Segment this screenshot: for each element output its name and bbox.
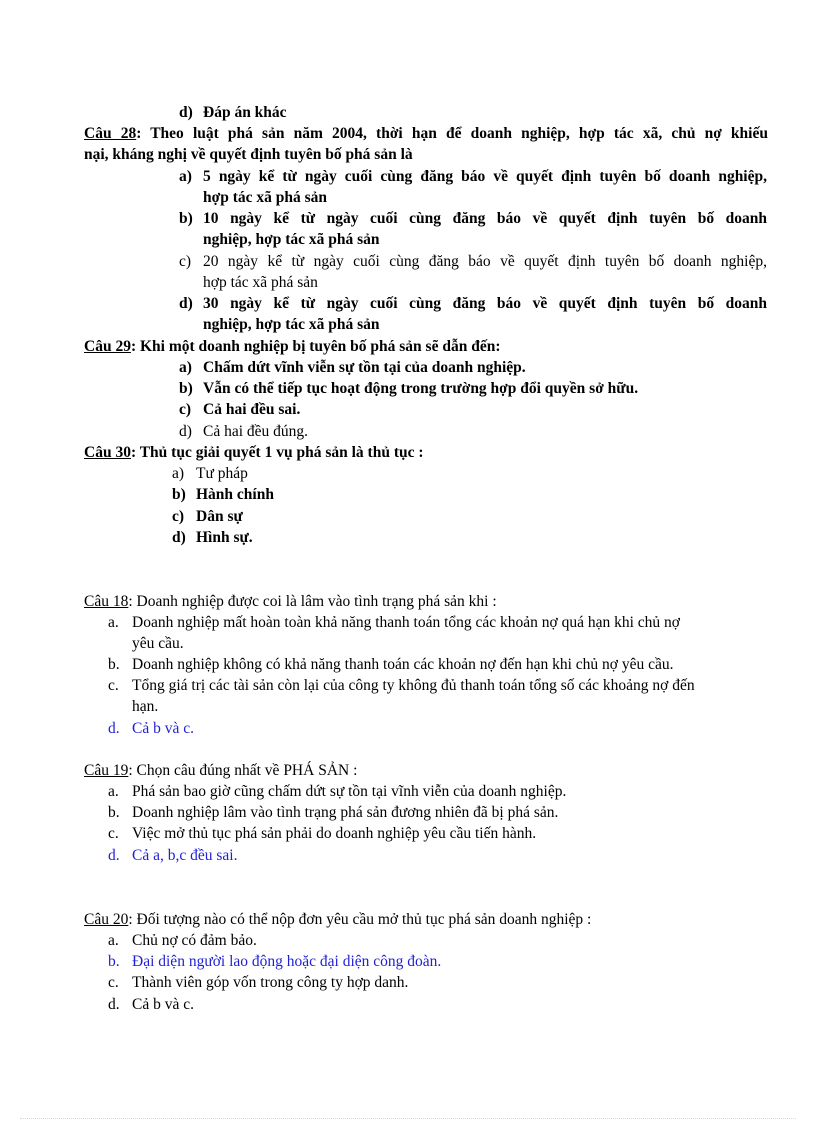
q28-option-a-cont: hợp tác xã phá sản bbox=[203, 189, 328, 206]
q29-stem bbox=[84, 336, 501, 357]
q19-option-d-answer bbox=[108, 845, 237, 866]
q18-option-c bbox=[108, 675, 695, 696]
option-text: Doanh nghiệp lâm vào tình trạng phá sản đương nhiên đã bị phá sản. bbox=[132, 804, 559, 821]
question-label: Câu 19 bbox=[84, 762, 129, 779]
q20-option-b-answer bbox=[108, 951, 441, 972]
option-text: 10 ngày kể từ ngày cuối cùng đăng báo về quyết định tuyên bố doanh bbox=[203, 210, 767, 227]
option-text: Vẫn có thể tiếp tục hoạt động trong trường hợp đổi quyền sở hữu. bbox=[203, 380, 639, 397]
option-text: Cả hai đều đúng. bbox=[203, 423, 309, 440]
option-text: Hành chính bbox=[196, 486, 274, 503]
option-text: Hình sự. bbox=[196, 529, 253, 546]
q20-option-c bbox=[108, 972, 408, 993]
option-text: Phá sản bao giờ cũng chấm dứt sự tồn tại vĩnh viễn của doanh nghiệp. bbox=[132, 783, 567, 800]
q30-option-d bbox=[172, 527, 253, 548]
option-marker: a. bbox=[108, 932, 119, 949]
option-text: Thành viên góp vốn trong công ty hợp danh. bbox=[132, 974, 409, 991]
q20-stem bbox=[84, 909, 591, 930]
option-text: Dân sự bbox=[196, 508, 243, 525]
q29-option-a bbox=[179, 357, 526, 378]
option-text: Tư pháp bbox=[196, 465, 248, 482]
question-stem: : Đối tượng nào có thể nộp đơn yêu cầu mở thủ tục phá sản doanh nghiệp : bbox=[128, 911, 592, 928]
question-label: Câu 20 bbox=[84, 911, 129, 928]
q19-option-c bbox=[108, 823, 536, 844]
option-marker: b) bbox=[172, 486, 186, 503]
q20-option-d bbox=[108, 994, 194, 1015]
q18-option-b bbox=[108, 654, 674, 675]
option-marker: d) bbox=[179, 423, 192, 440]
option-text: Cả b và c. bbox=[132, 720, 194, 737]
q28-option-c-cont: hợp tác xã phá sản bbox=[203, 274, 318, 291]
option-marker: a) bbox=[179, 168, 192, 185]
q18-option-c-cont: hạn. bbox=[132, 698, 159, 715]
q28-stem-line1 bbox=[84, 123, 768, 144]
question-label: Câu 28 bbox=[84, 125, 137, 142]
option-marker: a) bbox=[179, 359, 192, 376]
option-marker: d. bbox=[108, 996, 120, 1013]
option-text: 30 ngày kể từ ngày cuối cùng đăng báo về quyết định tuyên bố doanh bbox=[203, 295, 767, 312]
option-marker: a) bbox=[172, 465, 185, 482]
q30-stem bbox=[84, 442, 424, 463]
q28-option-b bbox=[179, 208, 767, 229]
q28-option-c bbox=[179, 251, 767, 272]
q19-option-b bbox=[108, 802, 558, 823]
q28-option-d bbox=[179, 293, 767, 314]
question-stem: : Khi một doanh nghiệp bị tuyên bố phá sản sẽ dẫn đến: bbox=[130, 338, 501, 355]
option-text: Doanh nghiệp mất hoàn toàn khả năng thanh toán tổng các khoản nợ quá hạn khi chủ nợ bbox=[132, 614, 680, 631]
question-label: Câu 30 bbox=[84, 444, 131, 461]
option-marker: d. bbox=[108, 847, 120, 864]
option-text: Cả hai đều sai. bbox=[203, 401, 301, 418]
option-marker: d) bbox=[172, 529, 186, 546]
option-marker: c) bbox=[179, 401, 192, 418]
option-marker: d) bbox=[179, 104, 193, 121]
option-text: Tổng giá trị các tài sản còn lại của công ty không đủ thanh toán tổng số các khoảng nợ đến bbox=[132, 677, 695, 694]
option-text: Đáp án khác bbox=[203, 104, 287, 121]
option-marker: b) bbox=[179, 210, 193, 227]
q29-option-d bbox=[179, 421, 308, 442]
option-marker: c) bbox=[172, 508, 185, 525]
option-marker: c) bbox=[179, 253, 192, 270]
option-marker: c. bbox=[108, 974, 119, 991]
option-marker: c. bbox=[108, 677, 119, 694]
page-bottom-divider bbox=[20, 1118, 796, 1119]
question-stem: : Thủ tục giải quyết 1 vụ phá sản là thủ tục : bbox=[130, 444, 424, 461]
option-marker: a. bbox=[108, 614, 119, 631]
option-marker: d) bbox=[179, 295, 193, 312]
q29-option-b bbox=[179, 378, 638, 399]
option-text: Đại diện người lao động hoặc đại diện công đoàn. bbox=[132, 953, 442, 970]
question-stem: : Chọn câu đúng nhất về PHÁ SẢN : bbox=[128, 762, 358, 779]
option-text: 20 ngày kể từ ngày cuối cùng đăng báo về quyết định tuyên bố doanh nghiệp, bbox=[203, 253, 767, 270]
option-text: Doanh nghiệp không có khả năng thanh toán các khoản nợ đến hạn khi chủ nợ yêu cầu. bbox=[132, 656, 674, 673]
q30-option-b bbox=[172, 484, 274, 505]
option-text: Cả a, b,c đều sai. bbox=[132, 847, 238, 864]
option-marker: b) bbox=[179, 380, 193, 397]
q19-stem bbox=[84, 760, 357, 781]
question-stem: : Doanh nghiệp được coi là lâm vào tình trạng phá sản khi : bbox=[128, 593, 497, 610]
q18-stem bbox=[84, 591, 497, 612]
option-text: Cả b và c. bbox=[132, 996, 194, 1013]
question-stem: : Theo luật phá sản năm 2004, thời hạn để doanh nghiệp, hợp tác xã, chủ nợ khiếu bbox=[136, 125, 768, 142]
q28-option-d-cont: nghiệp, hợp tác xã phá sản bbox=[203, 316, 380, 333]
q30-option-c bbox=[172, 506, 243, 527]
q29-option-c bbox=[179, 399, 300, 420]
option-text: Chấm dứt vĩnh viễn sự tồn tại của doanh nghiệp. bbox=[203, 359, 526, 376]
option-marker: a. bbox=[108, 783, 119, 800]
q20-option-a bbox=[108, 930, 257, 951]
option-marker: b. bbox=[108, 656, 120, 673]
option-marker: b. bbox=[108, 804, 120, 821]
option-marker: c. bbox=[108, 825, 119, 842]
q18-option-d-answer bbox=[108, 718, 194, 739]
question-label: Câu 18 bbox=[84, 593, 129, 610]
option-marker: d. bbox=[108, 720, 120, 737]
q28-option-b-cont: nghiệp, hợp tác xã phá sản bbox=[203, 231, 380, 248]
option-text: Việc mở thủ tục phá sản phải do doanh nghiệp yêu cầu tiến hành. bbox=[132, 825, 537, 842]
option-text: Chủ nợ có đảm bảo. bbox=[132, 932, 257, 949]
option-text: 5 ngày kể từ ngày cuối cùng đăng báo về quyết định tuyên bố doanh nghiệp, bbox=[203, 168, 767, 185]
q28-stem-line2: nại, kháng nghị về quyết định tuyên bố phá sản là bbox=[84, 146, 413, 163]
q27-option-d bbox=[179, 102, 287, 123]
q19-option-a bbox=[108, 781, 566, 802]
question-label: Câu 29 bbox=[84, 338, 131, 355]
q18-option-a bbox=[108, 612, 680, 633]
q18-option-a-cont: yêu cầu. bbox=[132, 635, 184, 652]
q28-option-a bbox=[179, 166, 767, 187]
option-marker: b. bbox=[108, 953, 120, 970]
q30-option-a bbox=[172, 463, 248, 484]
